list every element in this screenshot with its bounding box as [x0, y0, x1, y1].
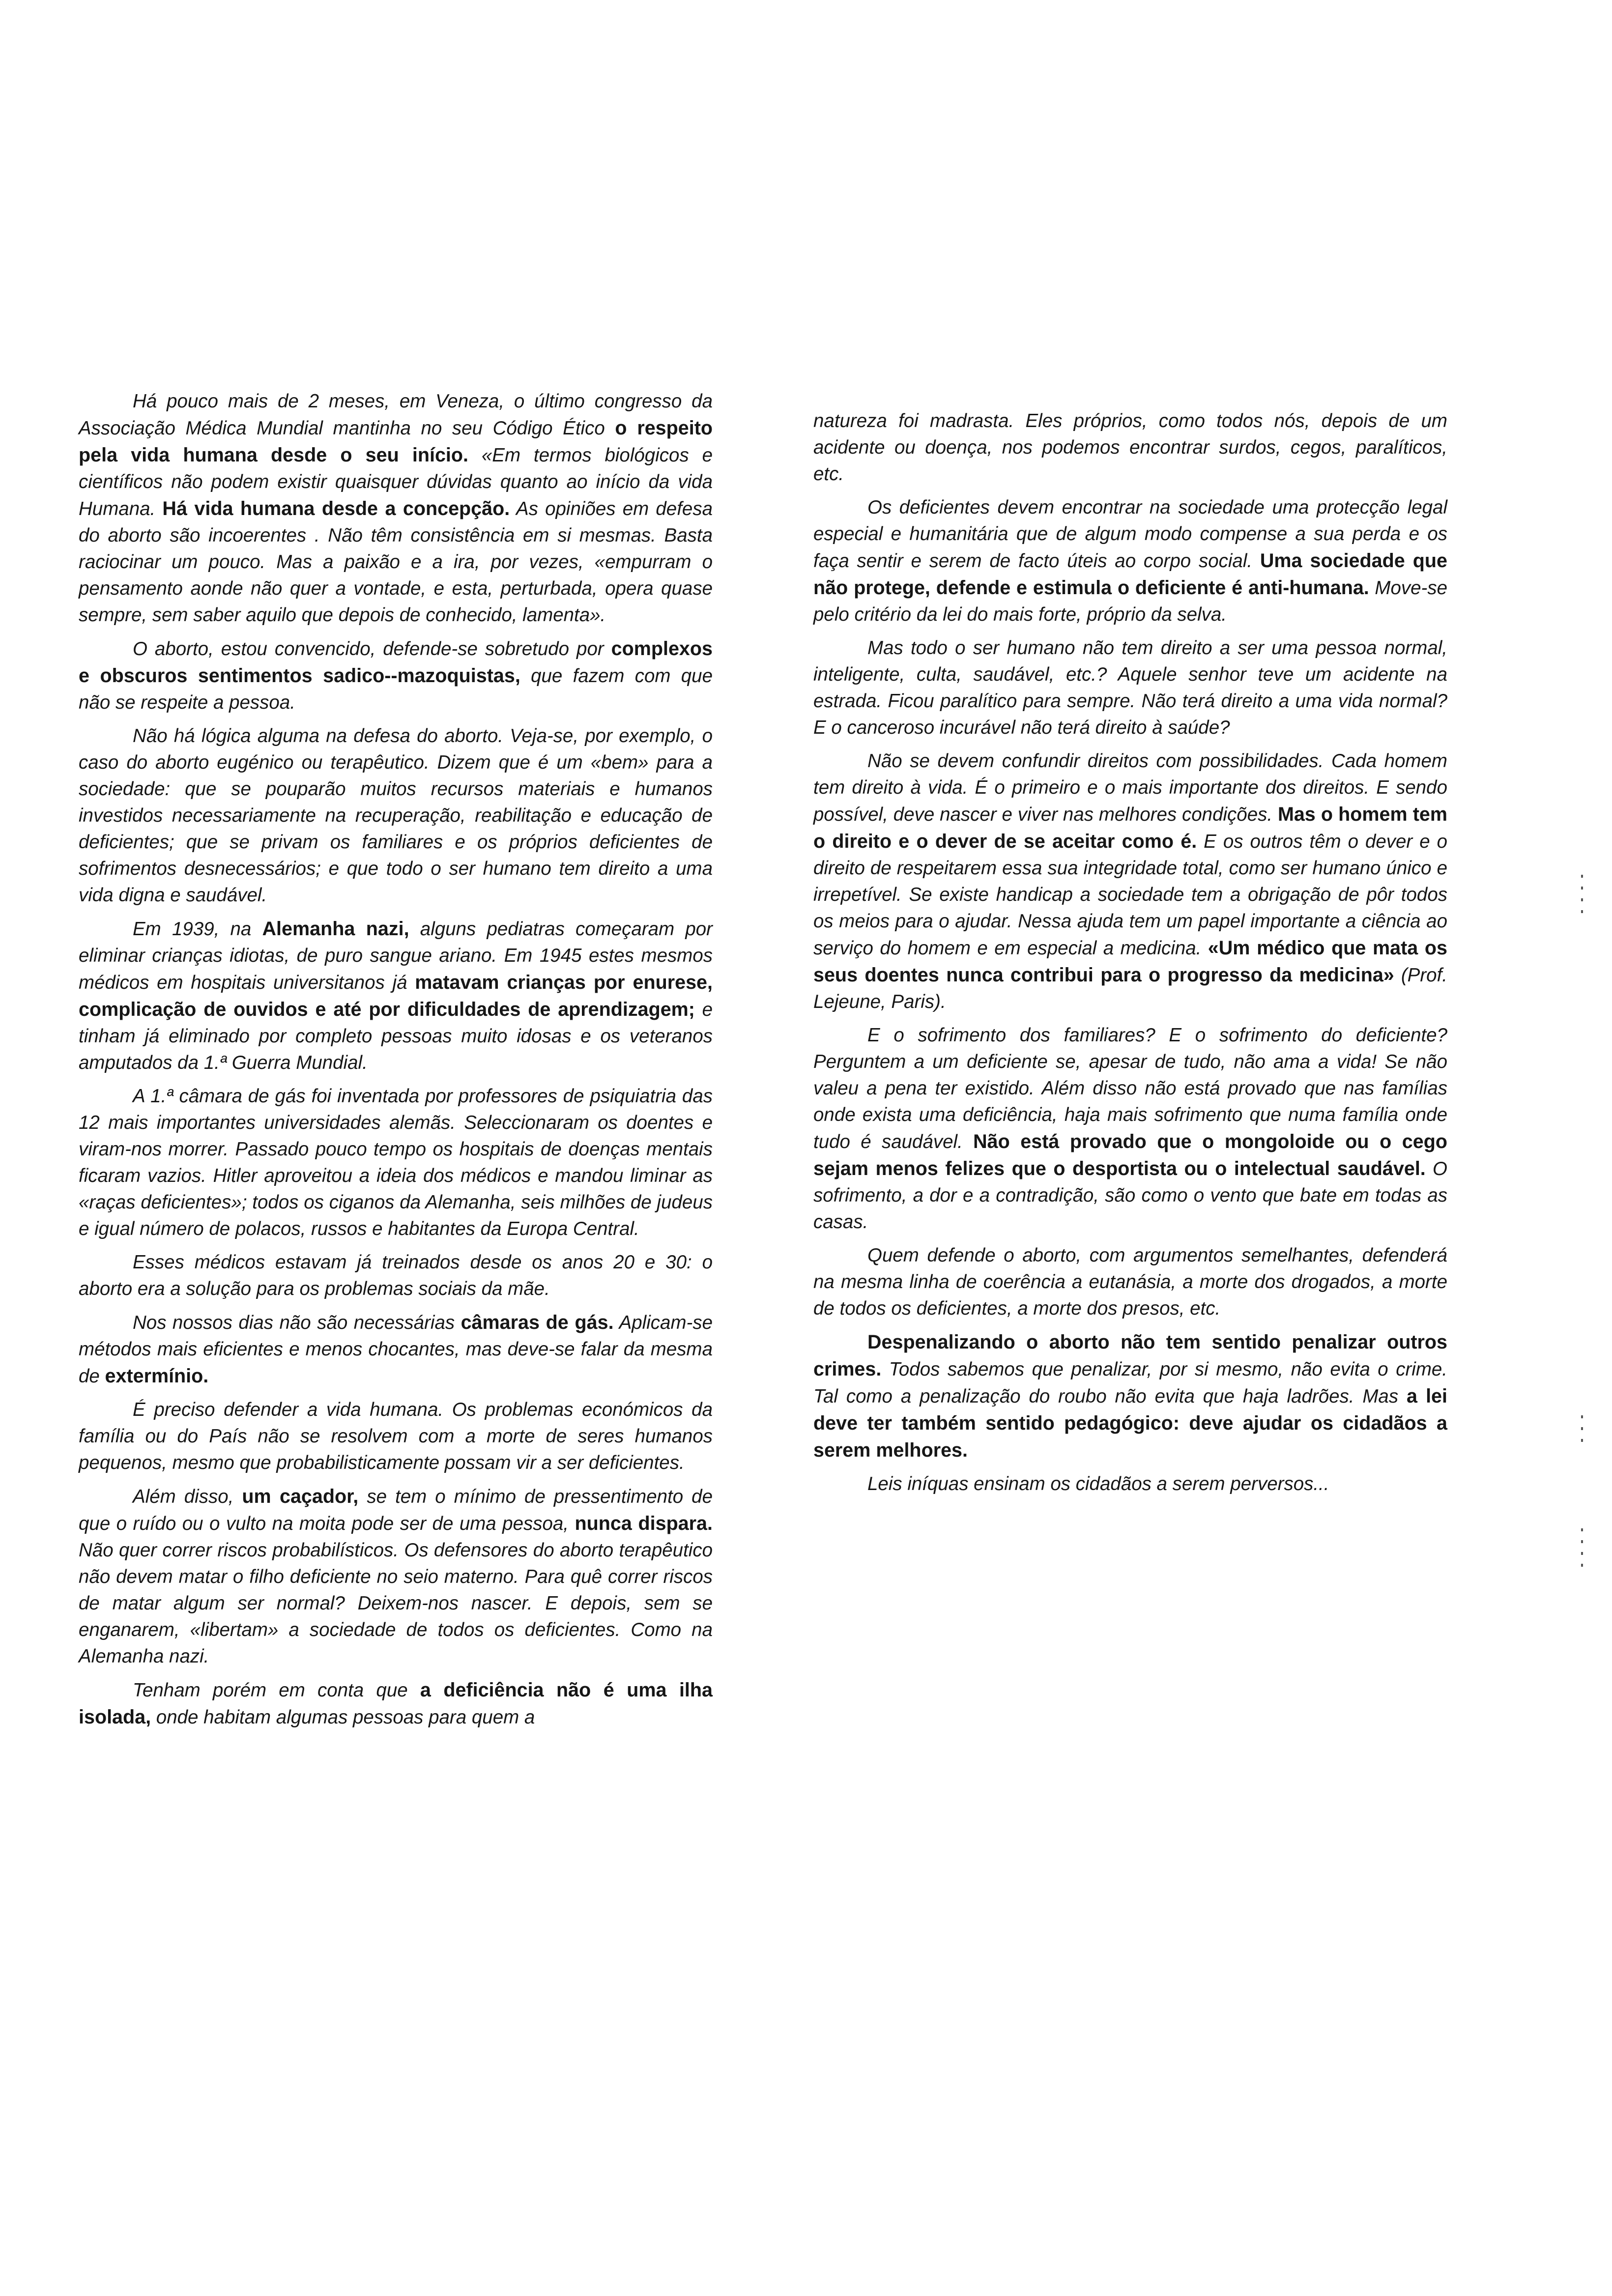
italic-text: Leis iníquas ensinam os cidadãos a serem perversos... [867, 1473, 1329, 1494]
italic-text: e tinham já eliminado por completo pessoas muito idosas e os veteranos amputados da 1.ª Guerra Mundial. [79, 999, 713, 1073]
paragraph [79, 1483, 713, 1670]
bold-text: a deficiência não é uma ilha isolada, [79, 1679, 713, 1728]
italic-text: Mas todo o ser humano não tem direito a ser uma pessoa normal, inteligente, culta, saudável, etc.? Aquele senhor teve um acidente na estrada. Ficou paralítico para sempre. Não terá direito a uma vida normal? E o canceroso incurável não terá direito à saúde? [813, 637, 1447, 738]
italic-text: Há pouco mais de 2 meses, em Veneza, o último congresso da Associação Médica Mundial mantinha no seu Código Ético [79, 391, 713, 439]
paragraph [813, 1329, 1447, 1464]
italic-text: Nos nossos dias não são necessárias [133, 1312, 461, 1333]
italic-text: Aplicam-se métodos mais eficientes e menos chocantes, mas deve-se falar da mesma de [79, 1312, 713, 1387]
italic-text: Esses médicos estavam já treinados desde os anos 20 e 30: o aborto era a solução para os problemas sociais da mãe. [79, 1252, 713, 1299]
paragraph [79, 1677, 713, 1731]
italic-text: que fazem com que não se respeite a pessoa. [79, 665, 713, 713]
margin-specks-2 [1580, 1415, 1585, 1451]
margin-specks-1 [1580, 875, 1585, 922]
paragraph [79, 723, 713, 909]
bold-text: «Um médico que mata os seus doentes nunca contribui para o progresso da medicina» [813, 937, 1447, 986]
italic-text: Move-se pelo critério da lei do mais forte, próprio da selva. [813, 577, 1447, 625]
italic-text: Todos sabemos que penalizar, por si mesmo, não evita o crime. Tal como a penalização do roubo não evita que haja ladrões. Mas [813, 1359, 1447, 1407]
paragraph [79, 1249, 713, 1302]
margin-specks-3 [1580, 1528, 1585, 1576]
bold-text: extermínio. [105, 1365, 209, 1387]
bold-text: complexos e obscuros sentimentos sadico--mazoquistas, [79, 638, 713, 687]
bold-text: Alemanha nazi, [262, 918, 409, 940]
paragraph [813, 1471, 1447, 1497]
bold-text: Não está provado que o mongoloide ou o cego sejam menos felizes que o desportista ou o intelectual saudável. [813, 1131, 1447, 1179]
italic-text: E o sofrimento dos familiares? E o sofrimento do deficiente? Perguntem a um deficiente se, apesar de tudo, não ama a vida! Se não valeu a pena ter existido. Além disso não está provado que nas famílias onde exista uma deficiência, haja mais sofrimento que numa família onde tudo é saudável. [813, 1025, 1447, 1152]
italic-text: O aborto, estou convencido, defende-se sobretudo por [133, 638, 611, 660]
bold-text: Uma sociedade que não protege, defende e estimula o deficiente é anti-humana. [813, 550, 1447, 599]
paragraph [813, 494, 1447, 628]
italic-text: natureza foi madrasta. Eles próprios, como todos nós, depois de um acidente ou doença, nos podemos encontrar surdos, cegos, paralíticos, etc. [813, 410, 1447, 485]
paragraph [813, 635, 1447, 741]
italic-text: alguns pediatras começaram por eliminar crianças idiotas, de puro sangue ariano. Em 1945 estes mesmos médicos em hospitais universitanos já [79, 918, 713, 993]
italic-text: A 1.ª câmara de gás foi inventada por professores de psiquiatria das 12 mais importantes universidades alemãs. Seleccionaram os doentes e viram-nos morrer. Passado pouco tempo os hospitais de doenças mentais ficaram vazios. Hitler aproveitou a ideia dos médicos e mandou liminar as «raças deficientes»; todos os ciganos da Alemanha, seis milhões de judeus e igual número de polacos, russos e habitantes da Europa Central. [79, 1086, 713, 1239]
italic-text: É preciso defender a vida humana. Os problemas económicos da família ou do País não se resolvem com a morte de seres humanos pequenos, mesmo que probabilisticamente possam vir a ser deficientes. [79, 1399, 713, 1473]
bold-text: matavam crianças por enurese, complicação de ouvidos e até por dificuldades de aprendizagem; [79, 972, 713, 1020]
bold-text: um caçador, [242, 1486, 359, 1507]
paragraph [79, 388, 713, 629]
italic-text: onde habitam algumas pessoas para quem a [151, 1707, 535, 1728]
italic-text: Não quer correr riscos probabilísticos. Os defensores do aborto terapêutico não devem matar o filho deficiente no seio materno. Para quê correr riscos de matar algum ser normal? Deixem-nos nascer. E depois, sem se enganarem, «libertam» a sociedade de todos os deficientes. Como na Alemanha nazi. [79, 1540, 713, 1667]
italic-text: Em 1939, na [133, 918, 262, 940]
paragraph [813, 1242, 1447, 1322]
bold-text: Mas o homem tem o direito e o dever de se aceitar como é. [813, 804, 1447, 852]
italic-text: O sofrimento, a dor e a contradição, são como o vento que bate em todas as casas. [813, 1158, 1447, 1233]
italic-text: (Prof. Lejeune, Paris). [813, 965, 1447, 1012]
italic-text: se tem o mínimo de pressentimento de que o ruído ou o vulto na moita pode ser de uma pessoa, [79, 1486, 713, 1534]
italic-text: Não se devem confundir direitos com possibilidades. Cada homem tem direito à vida. É o primeiro e o mais importante dos direitos. E sendo possível, deve nascer e viver nas melhores condições. [813, 750, 1447, 825]
bold-text: Há vida humana desde a concepção. [162, 498, 510, 519]
italic-text: Não há lógica alguma na defesa do aborto. Veja-se, por exemplo, o caso do aborto eugénico ou terapêutico. Dizem que é um «bem» para a sociedade: que se pouparão muitos recursos materiais e humanos investidos necessariamente na recuperação, reabilitação e educação de deficientes; que se privam os familiares e os próprios deficientes de sofrimentos desnecessários; e que todo o ser humano tem direito a uma vida digna e saudável. [79, 725, 713, 906]
paragraph [79, 1309, 713, 1390]
italic-text: Tenham porém em conta que [133, 1680, 420, 1701]
paragraph [79, 1083, 713, 1242]
italic-text: Os deficientes devem encontrar na sociedade uma protecção legal especial e humanitária que de algum modo compense a sua perda e os faça sentir e serem de facto úteis ao corpo social. [813, 497, 1447, 572]
left-column [79, 388, 713, 1738]
paragraph [813, 408, 1447, 488]
bold-text: a lei deve ter também sentido pedagógico: deve ajudar os cidadãos a serem melhores. [813, 1385, 1447, 1461]
right-column [813, 408, 1447, 1504]
italic-text: «Em termos biológicos e científicos não podem existir quaisquer dúvidas quanto ao início da vida Humana. [79, 445, 713, 519]
italic-text: Quem defende o aborto, com argumentos semelhantes, defenderá na mesma linha de coerência a eutanásia, a morte dos drogados, a morte de todos os deficientes, a morte dos presos, etc. [813, 1245, 1447, 1319]
italic-text: Além disso, [133, 1486, 242, 1507]
paragraph [79, 635, 713, 716]
bold-text: Despenalizando o aborto não tem sentido penalizar outros crimes. [813, 1331, 1447, 1380]
italic-text: E os outros têm o dever e o direito de respeitarem essa sua integridade total, como ser humano único e irrepetível. Se existe handicap a sociedade tem a obrigação de pôr todos os meios para o ajudar. Nessa ajuda tem um papel importante a ciência ao serviço do homem e em especial a medicina. [813, 831, 1448, 959]
paragraph [79, 1397, 713, 1476]
bold-text: nunca dispara. [575, 1513, 713, 1534]
bold-text: câmaras de gás. [461, 1312, 614, 1333]
italic-text: As opiniões em defesa do aborto são incoerentes . Não têm consistência em si mesmas. Basta raciocinar um pouco. Mas a paixão e a ira, por vezes, «empurram o pensamento aonde não quer a vontade, e esta, perturbada, opera quase sempre, sem saber aquilo que depois de conhecido, lamenta». [79, 498, 713, 626]
bold-text: o respeito pela vida humana desde o seu início. [79, 417, 713, 466]
paragraph [79, 916, 713, 1076]
paragraph [813, 748, 1447, 1015]
paragraph [813, 1022, 1447, 1235]
